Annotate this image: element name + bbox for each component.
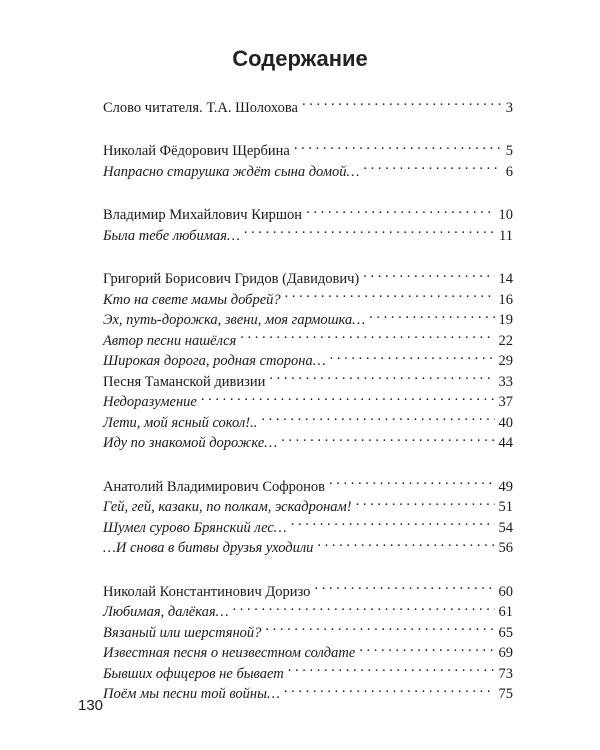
toc-entry-poem xyxy=(103,663,513,684)
toc-entry-label: Вязаный или шерстяной? xyxy=(103,624,262,641)
toc-entry-author xyxy=(103,141,513,162)
toc-entry-page: 60 xyxy=(498,583,513,600)
toc-entry-poem xyxy=(103,622,513,643)
toc-entry-page: 49 xyxy=(498,478,513,495)
page-number: 130 xyxy=(78,697,104,714)
toc-entry-label: Недоразумение xyxy=(103,394,197,410)
toc-entry-page: 40 xyxy=(498,414,513,431)
toc-entry-poem xyxy=(103,538,513,559)
dot-leader xyxy=(329,476,495,491)
toc-entry-page: 56 xyxy=(498,540,513,556)
toc-entry-poem xyxy=(103,602,513,623)
toc-entry-label: Напрасно старушка ждёт сына домой… xyxy=(103,163,360,180)
toc-entry-label: Лети, мой ясный сокол!.. xyxy=(103,414,258,431)
dot-leader xyxy=(330,351,495,366)
toc-entry-label: …И снова в битвы друзья уходили xyxy=(103,540,314,556)
dot-leader xyxy=(294,141,502,156)
toc-entry-author xyxy=(103,371,513,392)
dot-leader xyxy=(317,538,494,553)
toc-entry-page: 73 xyxy=(498,665,513,682)
toc-entry-label: Шумел сурово Брянский лес… xyxy=(103,519,287,536)
dot-leader xyxy=(359,643,494,658)
toc-entry-page: 29 xyxy=(498,353,513,369)
toc-entry-poem xyxy=(103,225,513,246)
toc-entry-page: 44 xyxy=(498,435,513,451)
toc-entry-page: 51 xyxy=(498,499,513,515)
toc-entry-label: Николай Фёдорович Щербина xyxy=(103,143,290,159)
toc-entry-label: Слово читателя. Т.А. Шолохова xyxy=(103,99,298,116)
toc-entry-page: 5 xyxy=(505,143,513,159)
toc-section xyxy=(103,269,513,454)
toc-entry-page: 22 xyxy=(498,332,513,349)
dot-leader xyxy=(281,433,494,448)
dot-leader xyxy=(302,97,502,112)
toc-entry-poem xyxy=(103,643,513,664)
toc-section xyxy=(103,141,513,182)
toc-entry-poem xyxy=(103,289,513,310)
dot-leader xyxy=(244,225,495,240)
toc-entry-page: 75 xyxy=(498,686,513,702)
toc-entry-page: 54 xyxy=(498,519,513,536)
toc-section xyxy=(103,205,513,246)
toc-entry-label: Бывших офицеров не бывает xyxy=(103,665,284,682)
toc-entry-poem xyxy=(103,517,513,538)
dot-leader xyxy=(269,371,494,386)
dot-leader xyxy=(288,663,495,678)
dot-leader xyxy=(285,289,495,304)
dot-leader xyxy=(369,310,494,325)
dot-leader xyxy=(261,412,494,427)
dot-leader xyxy=(201,392,495,407)
toc-entry-author xyxy=(103,205,513,226)
toc-entry-poem xyxy=(103,330,513,351)
dot-leader xyxy=(363,269,494,284)
toc-entry-page: 37 xyxy=(498,394,513,410)
toc-entry-label: Любимая, далёкая… xyxy=(103,604,229,620)
dot-leader xyxy=(363,161,501,176)
dot-leader xyxy=(306,205,494,220)
toc-entry-poem xyxy=(103,392,513,413)
toc-entry-poem xyxy=(103,161,513,182)
toc-entry-label: Николай Константинович Доризо xyxy=(103,583,311,600)
dot-leader xyxy=(356,497,495,512)
toc-entry-page: 10 xyxy=(498,207,513,223)
toc-entry-poem xyxy=(103,497,513,518)
toc-entry-author xyxy=(103,97,513,118)
toc-section xyxy=(103,476,513,558)
toc-entry-label: Широкая дорога, родная сторона… xyxy=(103,353,326,369)
table-of-contents xyxy=(103,97,513,727)
toc-entry-label: Известная песня о неизвестном солдате xyxy=(103,645,356,661)
toc-entry-label: Песня Таманской дивизии xyxy=(103,373,266,390)
dot-leader xyxy=(233,602,495,617)
toc-entry-poem xyxy=(103,310,513,331)
toc-entry-label: Иду по знакомой дорожке… xyxy=(103,435,278,451)
toc-entry-page: 11 xyxy=(499,227,513,244)
toc-entry-poem xyxy=(103,684,513,705)
page-title: Содержание xyxy=(232,46,368,71)
toc-section xyxy=(103,97,513,118)
toc-entry-label: Гей, гей, казаки, по полкам, эскадронам! xyxy=(103,499,352,515)
toc-entry-author xyxy=(103,581,513,602)
toc-entry-page: 69 xyxy=(498,645,513,661)
toc-entry-label: Григорий Борисович Гридов (Давидович) xyxy=(103,271,360,287)
toc-entry-label: Анатолий Владимирович Софронов xyxy=(103,478,325,495)
toc-entry-label: Владимир Михайлович Киршон xyxy=(103,207,303,223)
toc-entry-label: Была тебе любимая… xyxy=(103,227,240,244)
toc-section xyxy=(103,581,513,704)
toc-entry-label: Автор песни нашёлся xyxy=(103,332,237,349)
toc-entry-page: 6 xyxy=(505,163,513,180)
toc-entry-author xyxy=(103,476,513,497)
toc-entry-page: 19 xyxy=(498,312,513,328)
toc-entry-page: 16 xyxy=(498,291,513,308)
dot-leader xyxy=(240,330,494,345)
toc-entry-poem xyxy=(103,412,513,433)
toc-entry-poem xyxy=(103,433,513,454)
toc-entry-page: 61 xyxy=(498,604,513,620)
dot-leader xyxy=(291,517,495,532)
toc-entry-page: 14 xyxy=(498,271,513,287)
dot-leader xyxy=(314,581,494,596)
dot-leader xyxy=(284,684,495,699)
toc-entry-author xyxy=(103,269,513,290)
toc-entry-label: Кто на свете мамы добрей? xyxy=(103,291,281,308)
toc-entry-poem xyxy=(103,351,513,372)
toc-entry-label: Поём мы песни той войны… xyxy=(103,686,280,702)
toc-entry-label: Эх, путь-дорожка, звени, моя гармошка… xyxy=(103,312,366,328)
dot-leader xyxy=(265,622,494,637)
toc-entry-page: 33 xyxy=(498,373,513,390)
toc-entry-page: 3 xyxy=(505,99,513,116)
toc-entry-page: 65 xyxy=(498,624,513,641)
